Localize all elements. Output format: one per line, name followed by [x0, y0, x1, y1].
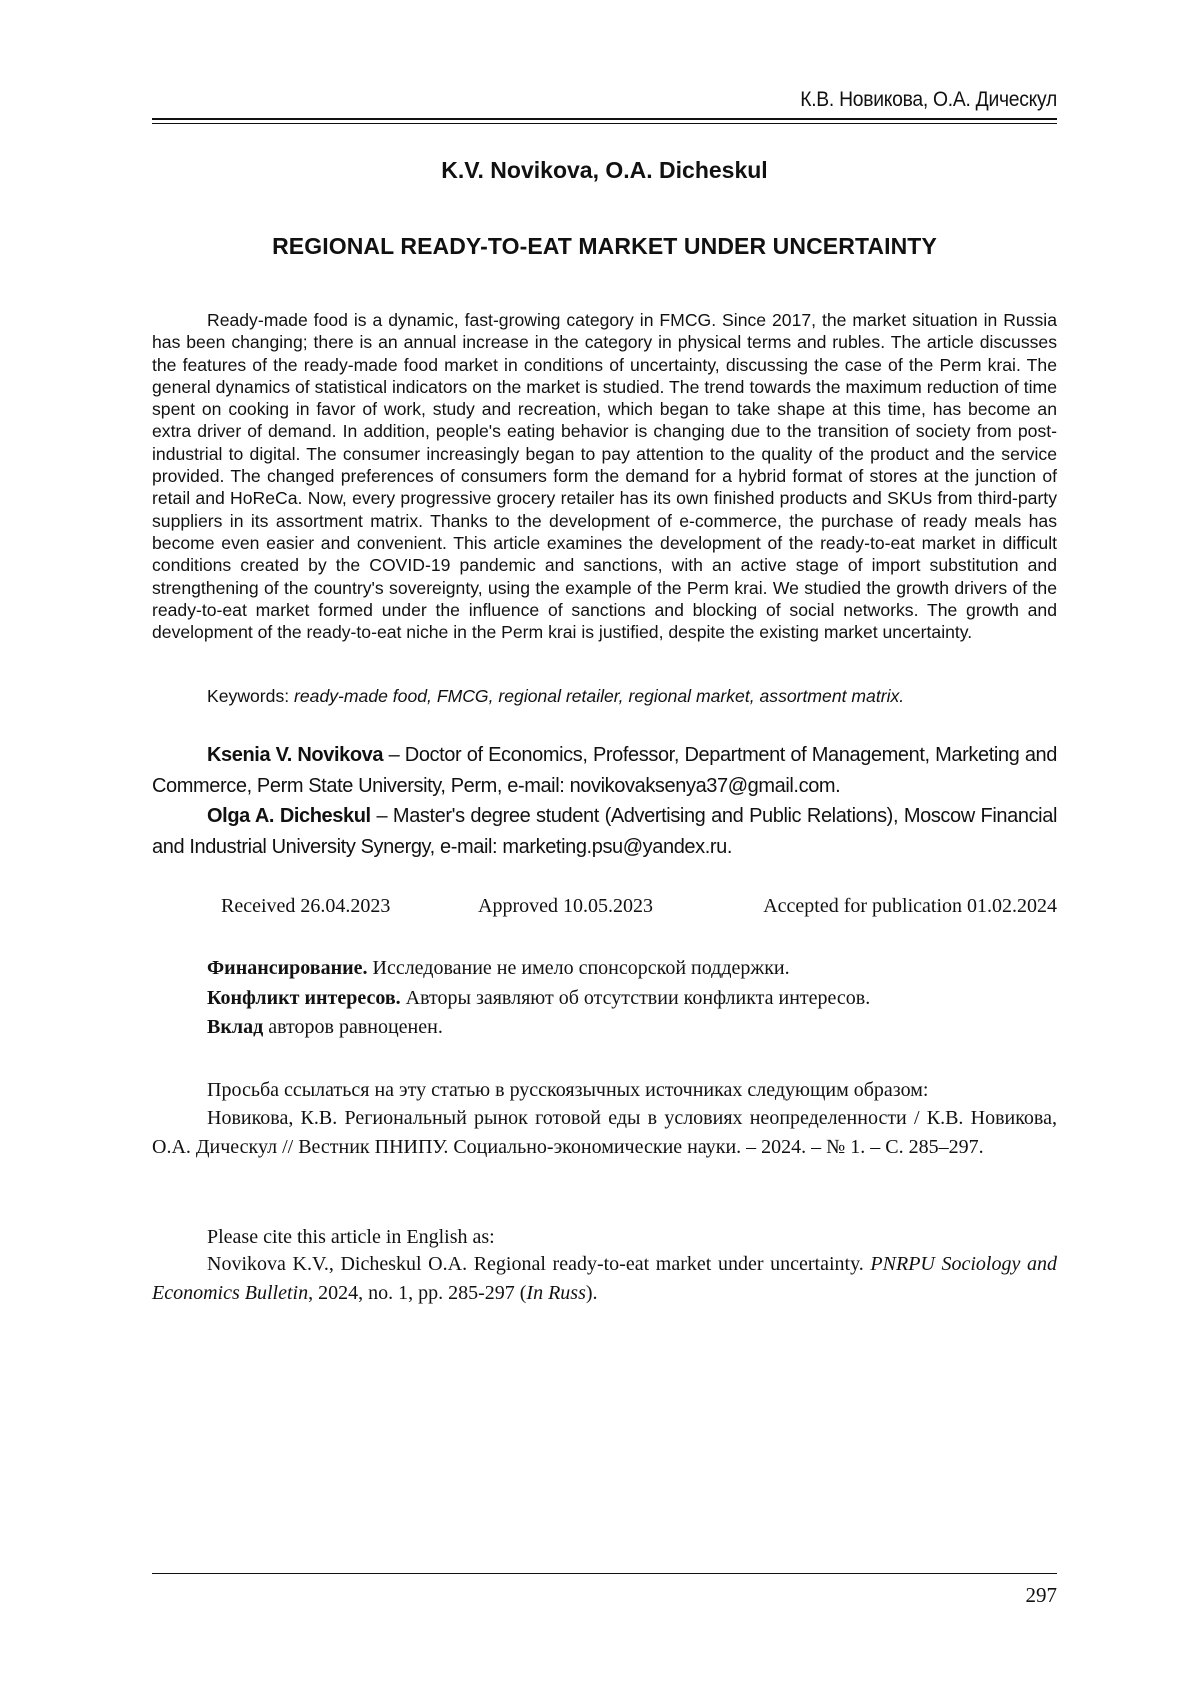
author-name: Olga A. Dicheskul: [207, 805, 371, 827]
citation-en-mid: , 2024, no. 1, pp. 285-297 (: [308, 1282, 526, 1304]
author-info-dicheskul: [152, 801, 1057, 863]
contribution-statement: [207, 1012, 1057, 1042]
running-head: К.В. Новикова, О.А. Дическул: [224, 88, 1057, 112]
keywords-label: Keywords:: [207, 686, 294, 706]
accepted-date: Accepted for publication 01.02.2024: [763, 895, 1057, 918]
author-description: – Master's degree student (Advertising and Public Relations), Moscow Financial and Industrial University Synergy, e-mail: marketing.psu@yandex.ru.: [152, 805, 1057, 858]
header-rule-thin: [152, 123, 1057, 124]
author-description: – Doctor of Economics, Professor, Department of Management, Marketing and Commerce, Perm State University, Perm, e-mail: novikovaksenya37@gmail.com.: [152, 744, 1057, 797]
citation-en-end: ).: [586, 1282, 598, 1304]
page-number: 297: [152, 1583, 1057, 1608]
citation-ru-intro: Просьба ссылаться на эту статью в русскоязычных источниках следующим образом:: [207, 1075, 1057, 1105]
approved-date: Approved 10.05.2023: [478, 895, 653, 918]
conflict-statement: [207, 983, 1057, 1013]
citation-en-text: [152, 1250, 1057, 1308]
journal-page: [0, 0, 1200, 1700]
citation-en-intro: Please cite this article in English as:: [207, 1222, 1057, 1252]
abstract: Ready-made food is a dynamic, fast-growing category in FMCG. Since 2017, the market situation in Russia has been changing; there is an annual increase in the category in physical terms and rubles. The article discusses the features of the ready-made food market in conditions of uncertainty, discussing the case of the Perm krai. The general dynamics of statistical indicators on the market is studied. The trend towards the maximum reduction of time spent on cooking in favor of work, study and recreation, which began to take shape at this time, has become an extra driver of demand. In addition, people's eating behavior is changing due to the transition of society from post-industrial to digital. The consumer increasingly began to pay attention to the quality of the product and the service provided. The changed preferences of consumers form the demand for a hybrid format of stores at the junction of retail and HoReCa. Now, every progressive grocery retailer has its own finished products and SKUs from third-party suppliers in its assortment matrix. Thanks to the development of e-commerce, the purchase of ready meals has become even easier and convenient. This article examines the development of the ready-to-eat market in difficult conditions created by the COVID-19 pandemic and sanctions, with an active stage of import substitution and strengthening of the country's sovereignty, using the example of the Perm krai. We studied the growth drivers of the ready-to-eat market formed under the influence of sanctions and blocking of social networks. The growth and development of the ready-to-eat niche in the Perm krai is justified, despite the existing market uncertainty.: [152, 309, 1057, 643]
contribution-text: авторов равноценен.: [263, 1016, 443, 1038]
citation-en-start: Novikova K.V., Dicheskul O.A. Regional ready-to-eat market under uncertainty.: [207, 1253, 870, 1275]
article-title: REGIONAL READY-TO-EAT MARKET UNDER UNCERTAINTY: [152, 233, 1057, 260]
conflict-text: Авторы заявляют об отсутствии конфликта интересов.: [401, 987, 871, 1009]
footer-rule: [152, 1573, 1057, 1574]
funding-statement: [207, 953, 1057, 983]
header-rule: [152, 118, 1057, 120]
contribution-label: Вклад: [207, 1016, 263, 1038]
funding-text: Исследование не имело спонсорской поддержки.: [368, 957, 790, 979]
citation-ru-text: Новикова, К.В. Региональный рынок готовой еды в условиях неопределенности / К.В. Новикова, О.А. Дическул // Вестник ПНИПУ. Социально-экономические науки. – 2024. – № 1. – С. 285–297.: [152, 1104, 1057, 1162]
keywords: [152, 685, 1057, 707]
keywords-values: ready-made food, FMCG, regional retailer, regional market, assortment matrix.: [294, 686, 904, 706]
conflict-label: Конфликт интересов.: [207, 987, 401, 1009]
funding-label: Финансирование.: [207, 957, 368, 979]
received-date: Received 26.04.2023: [221, 895, 390, 918]
citation-en-journal: PNRPU Sociology and Economics Bulletin: [152, 1253, 1057, 1304]
article-authors: K.V. Novikova, O.A. Dicheskul: [152, 157, 1057, 184]
citation-en-lang: In Russ: [526, 1282, 585, 1304]
author-info-novikova: [152, 740, 1057, 802]
author-name: Ksenia V. Novikova: [207, 744, 383, 766]
